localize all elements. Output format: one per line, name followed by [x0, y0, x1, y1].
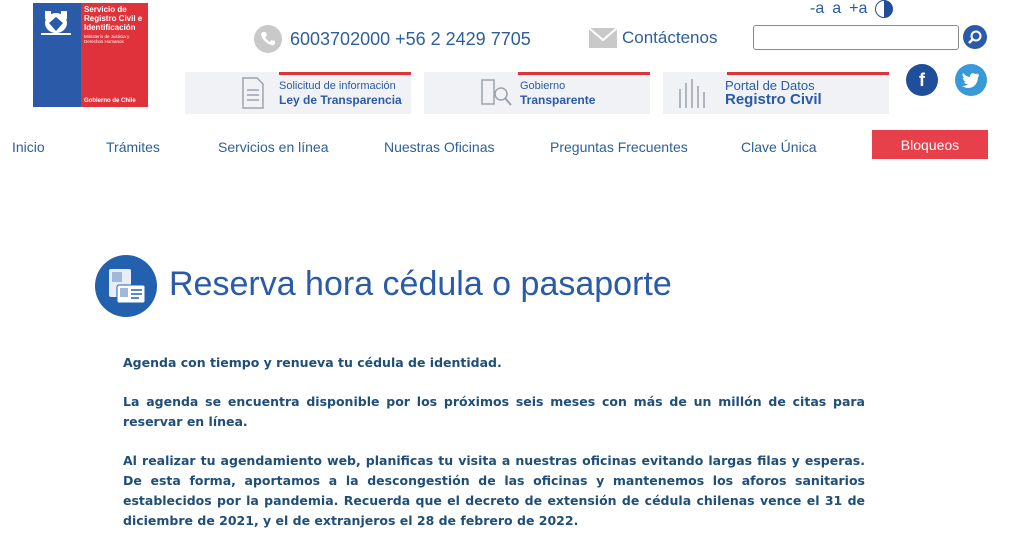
nav-item-tramites[interactable]: Trámites: [106, 139, 160, 155]
banner-accent-bar: [279, 72, 411, 75]
banner-accent-bar: [518, 72, 650, 75]
banner-accent-bar: [727, 72, 889, 75]
mail-icon: [588, 27, 618, 49]
logo-government-name: Gobierno de Chile: [84, 98, 136, 104]
decrease-font-button[interactable]: -a: [810, 0, 825, 17]
main-nav: [0, 139, 1024, 159]
page-title: Reserva hora cédula o pasaporte: [169, 265, 672, 303]
banner-ley-transparencia[interactable]: [185, 72, 411, 114]
content-paragraph: La agenda se encuentra disponible por los próximos seis meses con más de un millón de citas para reservar en línea.: [123, 394, 865, 429]
facebook-button[interactable]: [906, 64, 938, 96]
search-button[interactable]: [963, 25, 987, 49]
banner-portal-datos[interactable]: [663, 72, 889, 114]
nav-item-bloqueos[interactable]: Bloqueos: [872, 130, 988, 159]
main-content: [123, 353, 865, 550]
nav-item-nuestras-oficinas[interactable]: Nuestras Oficinas: [384, 139, 495, 155]
bar-chart-icon: [677, 77, 707, 109]
facebook-icon: f: [919, 69, 925, 90]
id-card-icon: [95, 255, 157, 317]
logo-service-name: Servicio de Registro Civil e Identificación: [84, 5, 143, 32]
search-input[interactable]: [753, 25, 959, 50]
banner-big-text: Registro Civil: [725, 91, 822, 108]
logo-blue-panel: [33, 3, 81, 107]
phone-numbers: 6003702000 +56 2 2429 7705: [290, 28, 531, 49]
magnifier-document-icon: [480, 78, 514, 108]
contrast-icon[interactable]: [875, 0, 893, 18]
logo-red-panel: [81, 3, 148, 107]
contact-link[interactable]: [588, 27, 717, 49]
banner-small-text: Solicitud de información: [279, 80, 396, 92]
content-paragraph: Al realizar tu agendamiento web, planificas tu visita a nuestras oficinas evitando largas filas y esperas. De esta forma, aportamos a la descongestión de las oficinas y mantenemos los aforos sanitarios establecidos por la pandemia. Recuerda que el decreto de extensión de cédula chilenas vence el 31 de diciembre de 2021, y el de extranjeros el 28 de febrero de 2022.: [123, 453, 865, 528]
font-size-controls: [810, 0, 893, 18]
logo-ministry-name: Ministerio de Justicia y Derechos Humanos: [84, 34, 130, 44]
phone-contact: [254, 25, 531, 53]
twitter-button[interactable]: [955, 64, 987, 96]
coat-of-arms-icon: [37, 7, 75, 37]
contact-label: Contáctenos: [622, 28, 718, 47]
content-paragraph: Agenda con tiempo y renueva tu cédula de identidad.: [123, 355, 502, 370]
document-icon: [241, 77, 265, 109]
banner-small-text: Portal de Datos: [725, 78, 815, 93]
normal-font-button[interactable]: a: [832, 0, 842, 17]
banner-big-text: Transparente: [520, 93, 596, 107]
banner-small-text: Gobierno: [520, 80, 566, 92]
search-icon: [967, 29, 983, 45]
banner-big-text: Ley de Transparencia: [279, 93, 402, 107]
nav-item-clave-unica[interactable]: Clave Única: [741, 139, 817, 155]
nav-item-preguntas-frecuentes[interactable]: Preguntas Frecuentes: [550, 139, 688, 155]
nav-item-inicio[interactable]: Inicio: [12, 139, 45, 155]
phone-icon: [254, 25, 282, 53]
increase-font-button[interactable]: +a: [849, 0, 868, 17]
banner-gobierno-transparente[interactable]: [424, 72, 650, 114]
site-logo[interactable]: [33, 3, 148, 107]
twitter-icon: [962, 72, 980, 88]
nav-item-servicios-en-linea[interactable]: Servicios en línea: [218, 139, 329, 155]
